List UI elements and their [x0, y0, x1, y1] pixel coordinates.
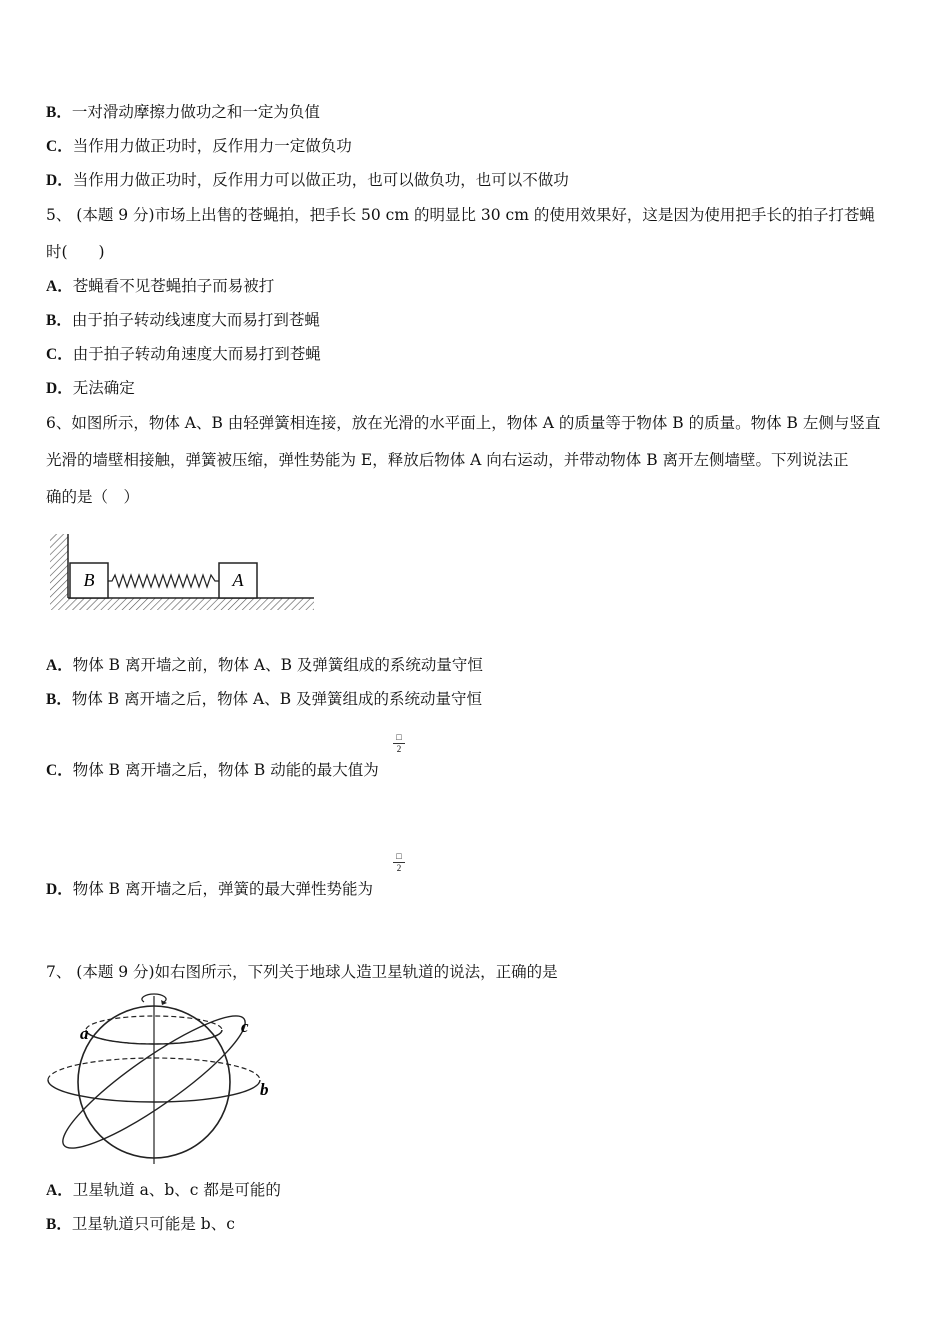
option-c-fraction	[393, 732, 405, 754]
q4-option-b	[46, 102, 320, 123]
q6-stem-line2: 光滑的墙壁相接触，弹簧被压缩，弹性势能为 E，释放后物体 A 向右运动，并带动物体 B 离开左侧墙壁。下列说法正	[46, 451, 849, 469]
option-text: 物体 B 离开墙之后，物体 B 动能的最大值为	[72, 761, 379, 779]
option-text: 由于拍子转动线速度大而易打到苍蝇	[71, 311, 320, 329]
fraction-denominator: 2	[393, 743, 405, 754]
option-text: 由于拍子转动角速度大而易打到苍蝇	[72, 345, 321, 363]
floor-hatch	[68, 598, 314, 610]
option-label: D．	[46, 881, 73, 898]
orbit-a-label: a	[80, 1024, 89, 1043]
q7-stem: 7、 (本题 9 分)如右图所示，下列关于地球人造卫星轨道的说法，正确的是	[46, 963, 558, 981]
option-label: B．	[46, 312, 72, 329]
option-label: D．	[46, 380, 73, 397]
option-text: 苍蝇看不见苍蝇拍子而易被打	[72, 277, 275, 295]
q5-stem-line1: 5、 (本题 9 分)市场上出售的苍蝇拍，把手长 50 cm 的明显比 30 cm 的使用效果好，这是因为使用把手长的拍子打苍蝇	[46, 206, 875, 224]
block-a-label: A	[232, 570, 244, 590]
q7-option-a	[46, 1180, 281, 1201]
wall-hatch	[50, 534, 68, 610]
orbit-c-label: c	[241, 1017, 249, 1036]
satellite-orbits-figure	[42, 992, 282, 1167]
q5-option-a	[46, 276, 274, 297]
option-text: 一对滑动摩擦力做功之和一定为负值	[71, 103, 320, 121]
q6-option-d	[46, 879, 373, 900]
fraction-numerator: □	[396, 732, 402, 742]
q5-option-c	[46, 344, 321, 365]
q4-option-d	[46, 170, 569, 191]
option-label: A．	[46, 657, 73, 674]
q4-option-c	[46, 136, 352, 157]
option-label: C．	[46, 138, 73, 155]
option-text: 物体 B 离开墙之后，物体 A、B 及弹簧组成的系统动量守恒	[71, 690, 483, 708]
option-text: 当作用力做正功时，反作用力可以做正功，也可以做负功，也可以不做功	[72, 171, 569, 189]
option-label: B．	[46, 104, 72, 121]
option-label: A．	[46, 1182, 73, 1199]
spring-blocks-figure	[46, 530, 316, 614]
option-text: 物体 B 离开墙之后，弹簧的最大弹性势能为	[72, 880, 373, 898]
option-label: B．	[46, 691, 72, 708]
option-label: D．	[46, 172, 73, 189]
option-text: 当作用力做正功时，反作用力一定做负功	[72, 137, 352, 155]
option-label: B．	[46, 1216, 72, 1233]
block-b-label: B	[83, 570, 95, 590]
q5-stem-line2: 时( )	[46, 243, 105, 261]
q6-stem-line3: 确的是（ ）	[46, 488, 140, 506]
option-text: 无法确定	[72, 379, 135, 397]
q6-option-a	[46, 655, 483, 676]
q6-option-b	[46, 689, 482, 710]
spring	[108, 575, 219, 587]
option-label: C．	[46, 762, 73, 779]
q6-option-c	[46, 760, 379, 781]
option-text: 卫星轨道只可能是 b、c	[71, 1215, 235, 1233]
option-text: 物体 B 离开墙之前，物体 A、B 及弹簧组成的系统动量守恒	[72, 656, 483, 674]
q7-option-b	[46, 1214, 235, 1235]
q5-option-b	[46, 310, 320, 331]
option-d-fraction	[393, 851, 405, 873]
q5-option-d	[46, 378, 135, 399]
option-text: 卫星轨道 a、b、c 都是可能的	[72, 1181, 281, 1199]
fraction-numerator: □	[396, 851, 402, 861]
q6-stem-line1: 6、如图所示，物体 A、B 由轻弹簧相连接，放在光滑的水平面上，物体 A 的质量等于物体 B 的质量。物体 B 左侧与竖直	[46, 414, 881, 432]
orbit-b-label: b	[260, 1080, 269, 1099]
fraction-denominator: 2	[393, 862, 405, 873]
option-label: A．	[46, 278, 73, 295]
option-label: C．	[46, 346, 73, 363]
